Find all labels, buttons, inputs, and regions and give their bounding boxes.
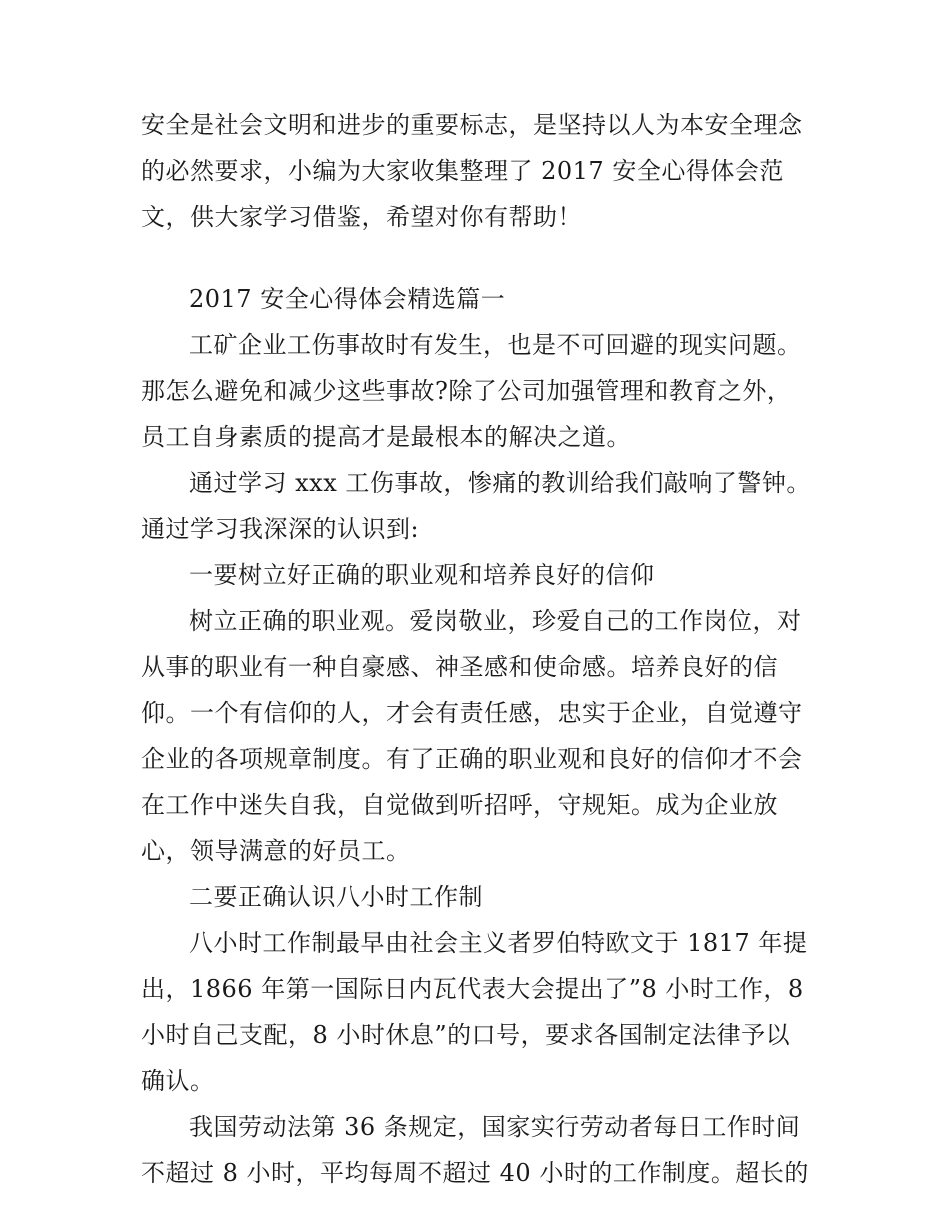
text-line: 工矿企业工伤事故时有发生，也是不可回避的现实问题。 xyxy=(189,331,802,359)
text-line: 小时自己支配，8 小时休息”的口号，要求各国制定法律予以 xyxy=(141,1021,791,1049)
text-line: 文，供大家学习借鉴，希望对你有帮助！ xyxy=(141,203,582,231)
text-line: 仰。一个有信仰的人，才会有责任感，忠实于企业，自觉遵守 xyxy=(141,699,803,727)
sub-heading: 一要树立好正确的职业观和培养良好的信仰 xyxy=(189,561,655,589)
text-line: 心，领导满意的好员工。 xyxy=(141,837,411,865)
section-heading: 2017 安全心得体会精选篇一 xyxy=(189,285,506,313)
text-line: 安全是社会文明和进步的重要标志，是坚持以人为本安全理念 xyxy=(141,111,803,139)
text-line: 在工作中迷失自我，自觉做到听招呼，守规矩。成为企业放 xyxy=(141,791,778,819)
text-line: 从事的职业有一种自豪感、神圣感和使命感。培养良好的信 xyxy=(141,653,778,681)
text-line: 出，1866 年第一国际日内瓦代表大会提出了”8 小时工作，8 xyxy=(141,975,804,1003)
text-line: 企业的各项规章制度。有了正确的职业观和良好的信仰才不会 xyxy=(141,745,803,773)
text-line: 八小时工作制最早由社会主义者罗伯特欧文于 1817 年提 xyxy=(189,929,808,957)
text-line: 通过学习我深深的认识到: xyxy=(141,515,420,543)
text-line: 不超过 8 小时，平均每周不超过 40 小时的工作制度。超长的 xyxy=(141,1159,809,1187)
text-line: 通过学习 xxx 工伤事故，惨痛的教训给我们敲响了警钟。 xyxy=(189,469,811,497)
text-line: 员工自身素质的提高才是最根本的解决之道。 xyxy=(141,423,631,451)
sub-heading: 二要正确认识八小时工作制 xyxy=(189,883,483,911)
text-line: 那怎么避免和减少这些事故?除了公司加强管理和教育之外， xyxy=(141,377,792,405)
text-line: 我国劳动法第 36 条规定，国家实行劳动者每日工作时间 xyxy=(189,1113,801,1141)
text-line: 的必然要求，小编为大家收集整理了 2017 安全心得体会范 xyxy=(141,157,784,185)
text-line: 确认。 xyxy=(141,1067,215,1095)
text-line: 树立正确的职业观。爱岗敬业，珍爱自己的工作岗位，对 xyxy=(189,607,802,635)
